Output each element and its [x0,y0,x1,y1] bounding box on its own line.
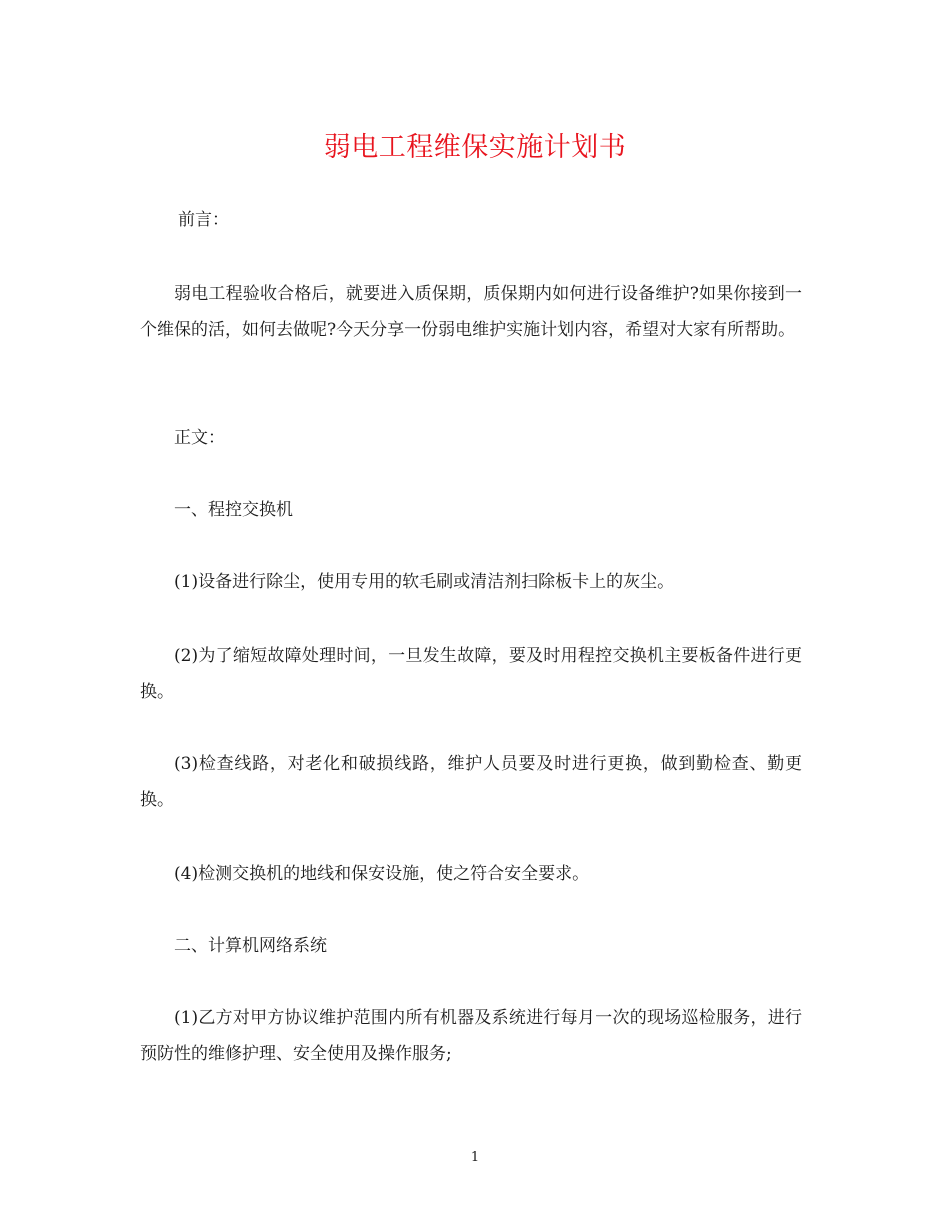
pbx-item-3: (3)检查线路，对老化和破损线路，维护人员要及时进行更换，做到勤检查、勤更换。 [140,754,802,810]
section-heading-pbx: 一、程控交换机 [174,500,293,520]
preface-label: 前言： [178,210,229,230]
body-label: 正文： [174,428,225,448]
document-title: 弱电工程维保实施计划书 [323,132,627,163]
network-item-1: (1)乙方对甲方协议维护范围内所有机器及系统进行每月一次的现场巡检服务，进行预防性的维修护理、安全使用及操作服务; [140,1008,802,1064]
pbx-item-2: (2)为了缩短故障处理时间，一旦发生故障，要及时用程控交换机主要板备件进行更换。 [140,646,802,702]
pbx-item-1: (1)设备进行除尘，使用专用的软毛刷或清洁剂扫除板卡上的灰尘。 [174,572,675,592]
pbx-item-4: (4)检测交换机的地线和保安设施，使之符合安全要求。 [174,864,590,884]
page-number: 1 [470,1150,480,1165]
section-heading-network: 二、计算机网络系统 [174,936,327,956]
intro-paragraph: 弱电工程验收合格后，就要进入质保期，质保期内如何进行设备维护?如果你接到一个维保的活，如何去做呢?今天分享一份弱电维护实施计划内容，希望对大家有所帮助。 [140,284,802,340]
